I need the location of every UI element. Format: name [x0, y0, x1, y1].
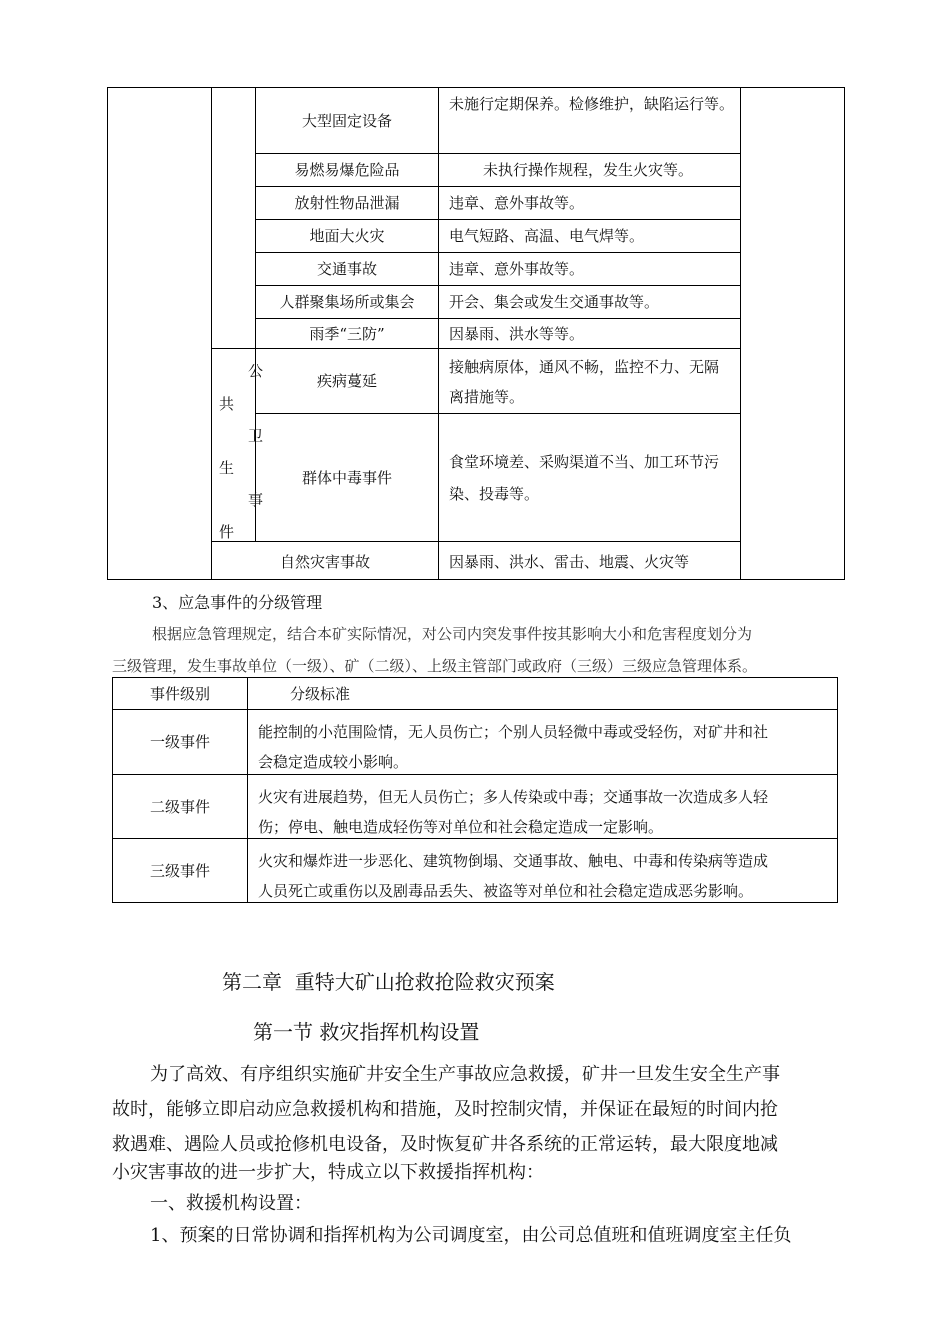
level-cell: 二级事件	[149, 797, 210, 816]
level-cell: 三级事件	[149, 861, 210, 880]
desc-cell: 电气短路、高温、电气焊等。	[449, 227, 645, 245]
paragraph-line: 根据应急管理规定，结合本矿实际情况，对公司内突发事件按其影响大小和危害程度划分为	[152, 625, 753, 643]
event-cell: 易燃易爆危险品	[294, 161, 400, 179]
desc-cell: 因暴雨、洪水、雷击、地震、火灾等	[449, 553, 690, 571]
event-cell: 自然灾害事故	[279, 553, 370, 571]
category-char: 公	[248, 362, 264, 380]
header-level: 事件级别	[149, 684, 210, 703]
event-cell: 大型固定设备	[301, 111, 392, 130]
body-line: 故时，能够立即启动应急救援机构和措施，及时控制灾情，并保证在最短的时间内抢	[112, 1099, 778, 1120]
list-item: 1、预案的日常协调和指挥机构为公司调度室，由公司总值班和值班调度室主任负	[150, 1225, 792, 1246]
event-cell: 疾病蔓延	[316, 372, 377, 390]
event-cell: 雨季“三防”	[309, 324, 385, 343]
list-item: 一、救援机构设置：	[150, 1193, 312, 1214]
category-char: 卫	[248, 427, 264, 445]
standard-cell: 火灾和爆炸进一步恶化、建筑物倒塌、交通事故、触电、中毒和传染病等造成 人员死亡或重伤以及剧毒品丢失、被盗等对单位和社会稳定造成恶劣影响。	[258, 852, 769, 900]
section-heading: 3、应急事件的分级管理	[152, 593, 323, 612]
header-standard: 分级标准	[290, 684, 351, 703]
level-cell: 一级事件	[149, 733, 210, 751]
desc-cell: 接触病原体，通风不畅，监控不力、无隔离措施等。	[449, 358, 720, 406]
event-cell: 地面大火灾	[309, 227, 385, 245]
event-cell: 交通事故	[316, 260, 377, 278]
event-cell: 群体中毒事件	[301, 468, 392, 487]
desc-cell: 违章、意外事故等。	[449, 260, 585, 278]
section-title: 第一节 救灾指挥机构设置	[253, 1020, 480, 1044]
standard-cell: 火灾有进展趋势，但无人员伤亡；多人传染或中毒；交通事故一次造成多人轻 伤；停电、触电造成轻伤等对单位和社会稳定造成一定影响。	[258, 788, 769, 836]
category-char: 共	[219, 395, 235, 413]
body-line: 小灾害事故的进一步扩大，特成立以下救援指挥机构：	[112, 1162, 544, 1183]
desc-cell: 食堂环境差、采购渠道不当、加工环节污染、投毒等。	[449, 452, 720, 503]
category-char: 生	[219, 459, 235, 477]
desc-cell: 未执行操作规程，发生火灾等。	[483, 161, 694, 179]
desc-cell: 因暴雨、洪水等等。	[449, 324, 585, 343]
category-char: 件	[219, 523, 235, 541]
body-line: 为了高效、有序组织实施矿井安全生产事故应急救援，矿井一旦发生安全生产事	[150, 1064, 780, 1085]
chapter-title: 第二章 重特大矿山抢救抢险救灾预案	[222, 970, 555, 994]
body-line: 救遇难、遇险人员或抢修机电设备，及时恢复矿井各系统的正常运转，最大限度地减	[112, 1134, 778, 1155]
standard-cell: 能控制的小范围险情，无人员伤亡；个别人员轻微中毒或受轻伤，对矿井和社 会稳定造成较小影响。	[258, 723, 769, 771]
category-char: 事	[248, 491, 264, 509]
paragraph-line: 三级管理，发生事故单位（一级）、矿（二级）、上级主管部门或政府（三级）三级应急管理体系。	[112, 657, 758, 675]
desc-cell: 违章、意外事故等。	[449, 194, 585, 212]
desc-cell: 未施行定期保养。检修维护，缺陷运行等。	[449, 95, 735, 113]
event-cell: 放射性物品泄漏	[294, 194, 400, 212]
event-cell: 人群聚集场所或集会	[279, 293, 415, 311]
desc-cell: 开会、集会或发生交通事故等。	[449, 293, 660, 311]
